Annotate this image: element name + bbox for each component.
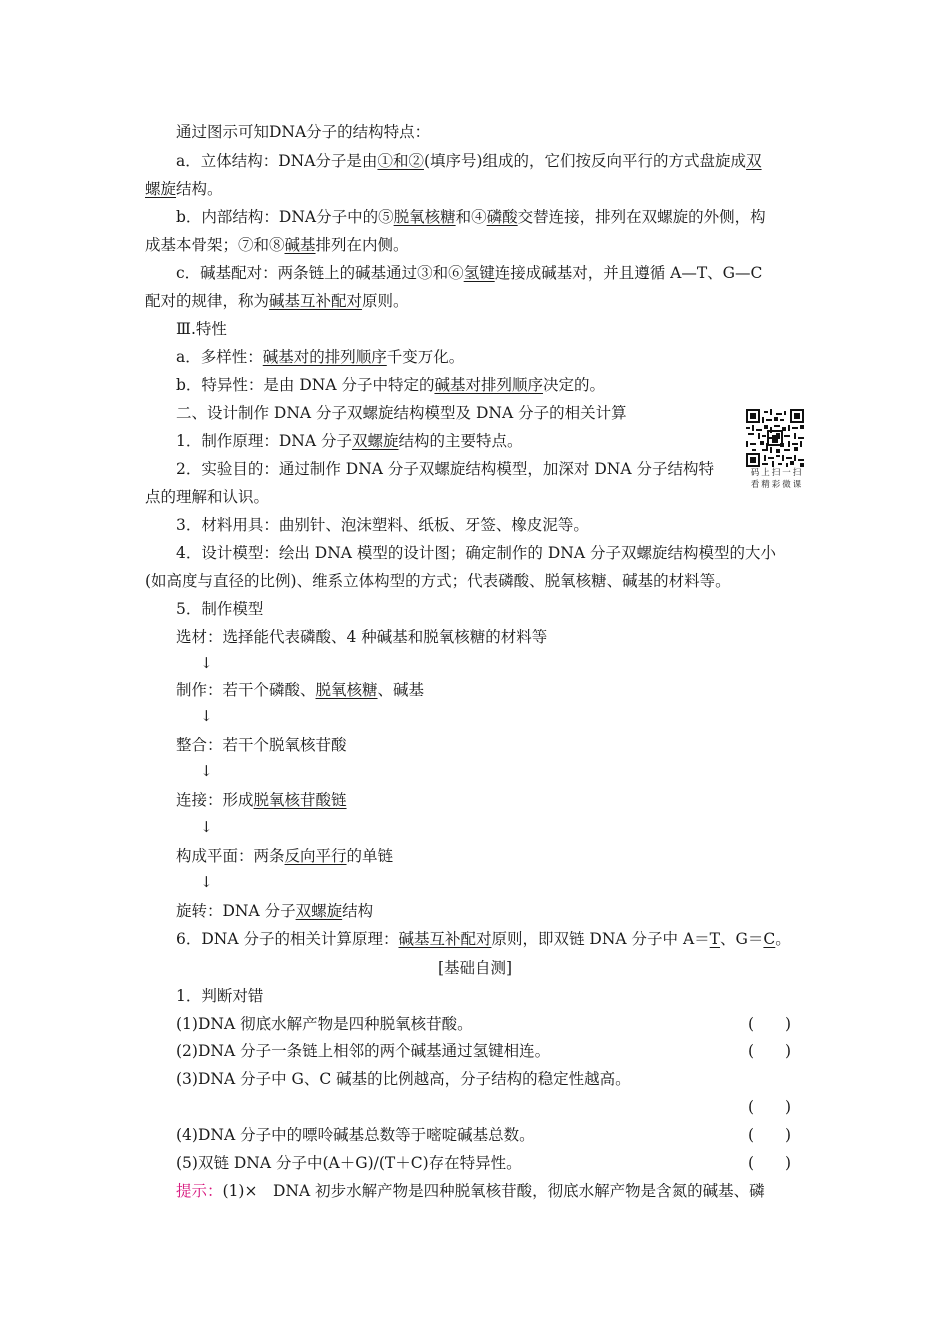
text: 、碱基 — [377, 681, 425, 699]
structure-b-line2 — [145, 234, 409, 256]
answer-blank: 碱基对的排列顺序 — [262, 348, 387, 366]
answer-blank: ①和② — [377, 152, 424, 170]
answer-paren[interactable]: ( ) — [748, 1042, 792, 1060]
down-arrow-icon: ↓ — [200, 818, 213, 836]
text: 的单链 — [346, 847, 394, 865]
answer-paren[interactable]: ( ) — [748, 1098, 792, 1116]
answer-blank: 碱基对排列顺序 — [434, 376, 543, 394]
selftest-q3: (3)DNA 分子中 G、C 碱基的比例越高，分子结构的稳定性越高。 — [176, 1070, 631, 1088]
answer-paren[interactable]: ( ) — [748, 1126, 792, 1144]
answer-blank: C — [763, 930, 776, 948]
answer-blank: 碱基互补配对 — [269, 292, 363, 310]
down-arrow-icon: ↓ — [200, 762, 213, 780]
features-a — [176, 346, 464, 368]
text: 原则，即双链 DNA 分子中 A＝ — [491, 930, 710, 948]
text: 千变万化。 — [386, 348, 465, 366]
text: 连接成碱基对，并且遵循 A—T、G—C — [494, 264, 763, 282]
text: 连接：形成 — [176, 791, 254, 809]
structure-a-line2 — [145, 178, 223, 200]
text: 成基本骨架；⑦和⑧ — [145, 236, 285, 254]
down-arrow-icon: ↓ — [200, 707, 213, 725]
text: 交替连接，排列在双螺旋的外侧，构 — [517, 208, 766, 226]
answer-blank: 磷酸 — [486, 208, 518, 226]
answer-blank: 碱基 — [284, 236, 316, 254]
text: a．立体结构：DNA分子是由 — [176, 152, 378, 170]
text: 旋转：DNA 分子 — [176, 902, 296, 920]
answer-blank: 脱氧核糖 — [315, 681, 378, 699]
hint-text: (1)× DNA 初步水解产物是四种脱氧核苷酸，彻底水解产物是含氮的碱基、磷 — [222, 1182, 765, 1200]
text: 结构。 — [176, 180, 223, 198]
text: a．多样性： — [176, 348, 263, 366]
features-b — [176, 374, 605, 396]
selftest-question-heading: 1．判断对错 — [176, 987, 264, 1005]
selftest-q2: (2)DNA 分子一条链上相邻的两个碱基通过氢键相连。 — [176, 1042, 551, 1060]
text: 制作：若干个磷酸、 — [176, 681, 316, 699]
section2-step2-line2: 点的理解和认识。 — [145, 488, 270, 506]
section2-heading: 二、设计制作 DNA 分子双螺旋结构模型及 DNA 分子的相关计算 — [176, 404, 627, 422]
answer-blank: 碱基互补配对 — [398, 930, 492, 948]
text: 原则。 — [362, 292, 409, 310]
answer-blank: 螺旋 — [145, 180, 177, 198]
qr-caption-1: 码上扫一扫 — [750, 468, 804, 478]
section2-step5: 5．制作模型 — [176, 600, 264, 618]
flow-step-connect — [176, 789, 347, 811]
hint-label: 提示： — [176, 1182, 223, 1200]
calc-principle — [176, 928, 791, 950]
answer-paren[interactable]: ( ) — [748, 1154, 792, 1172]
text: 和④ — [455, 208, 487, 226]
flow-step-integrate: 整合：若干个脱氧核苷酸 — [176, 736, 347, 754]
text: 决定的。 — [542, 376, 605, 394]
answer-blank: 双螺旋 — [351, 432, 399, 450]
text: (填序号)组成的，它们按反向平行的方式盘旋成 — [423, 152, 747, 170]
selftest-q5: (5)双链 DNA 分子中(A＋G)/(T＋C)存在特异性。 — [176, 1154, 522, 1172]
section2-step1 — [176, 430, 523, 452]
qr-code-icon — [746, 409, 804, 467]
down-arrow-icon: ↓ — [200, 654, 213, 672]
flow-step-plane — [176, 845, 393, 867]
structure-a-line1 — [176, 150, 762, 172]
text: 结构的主要特点。 — [398, 432, 523, 450]
section2-step4-line2: (如高度与直径的比例)、维系立体构型的方式；代表磷酸、脱氧核糖、碱基的材料等。 — [145, 572, 731, 590]
structure-c-line2 — [145, 290, 409, 312]
section2-step4-line1: 4．设计模型：绘出 DNA 模型的设计图；确定制作的 DNA 分子双螺旋结构模型的大小 — [176, 544, 776, 562]
selftest-q1: (1)DNA 彻底水解产物是四种脱氧核苷酸。 — [176, 1015, 473, 1033]
selftest-q4: (4)DNA 分子中的嘌呤碱基总数等于嘧啶碱基总数。 — [176, 1126, 535, 1144]
qr-code-image[interactable] — [746, 409, 804, 467]
answer-blank: 脱氧核糖 — [393, 208, 456, 226]
structure-c-line1 — [176, 262, 762, 284]
text: b．特异性：是由 DNA 分子中特定的 — [176, 376, 435, 394]
structure-intro: 通过图示可知DNA分子的结构特点： — [176, 123, 431, 141]
answer-blank: 双 — [746, 152, 762, 170]
text: 6．DNA 分子的相关计算原理： — [176, 930, 399, 948]
answer-blank: 双螺旋 — [295, 902, 343, 920]
section2-step3: 3．材料用具：曲别针、泡沫塑料、纸板、牙签、橡皮泥等。 — [176, 516, 589, 534]
qr-caption-2: 看精彩微课 — [750, 480, 804, 490]
answer-blank: 氢键 — [463, 264, 495, 282]
text: 配对的规律，称为 — [145, 292, 270, 310]
text: 1．制作原理：DNA 分子 — [176, 432, 352, 450]
section2-step2-line1: 2．实验目的：通过制作 DNA 分子双螺旋结构模型，加深对 DNA 分子结构特 — [176, 460, 714, 478]
text: 、G＝ — [720, 930, 764, 948]
structure-b-line1 — [176, 206, 766, 228]
text: b．内部结构：DNA分子中的⑤ — [176, 208, 394, 226]
text: 构成平面：两条 — [176, 847, 285, 865]
flow-step-make — [176, 679, 424, 701]
flow-step-rotate — [176, 900, 373, 922]
text: c．碱基配对：两条链上的碱基通过③和⑥ — [176, 264, 464, 282]
selftest-hint — [176, 1180, 765, 1202]
answer-blank: T — [709, 930, 721, 948]
selftest-heading: [基础自测] — [437, 959, 513, 977]
down-arrow-icon: ↓ — [200, 873, 213, 891]
answer-paren[interactable]: ( ) — [748, 1015, 792, 1033]
features-heading: Ⅲ.特性 — [176, 320, 227, 338]
text: 排列在内侧。 — [315, 236, 409, 254]
answer-blank: 反向平行 — [284, 847, 347, 865]
answer-blank: 脱氧核苷酸链 — [253, 791, 347, 809]
text: 结构 — [342, 902, 374, 920]
text: 。 — [775, 930, 791, 948]
flow-step-select: 选材：选择能代表磷酸、4 种碱基和脱氧核糖的材料等 — [176, 628, 548, 646]
